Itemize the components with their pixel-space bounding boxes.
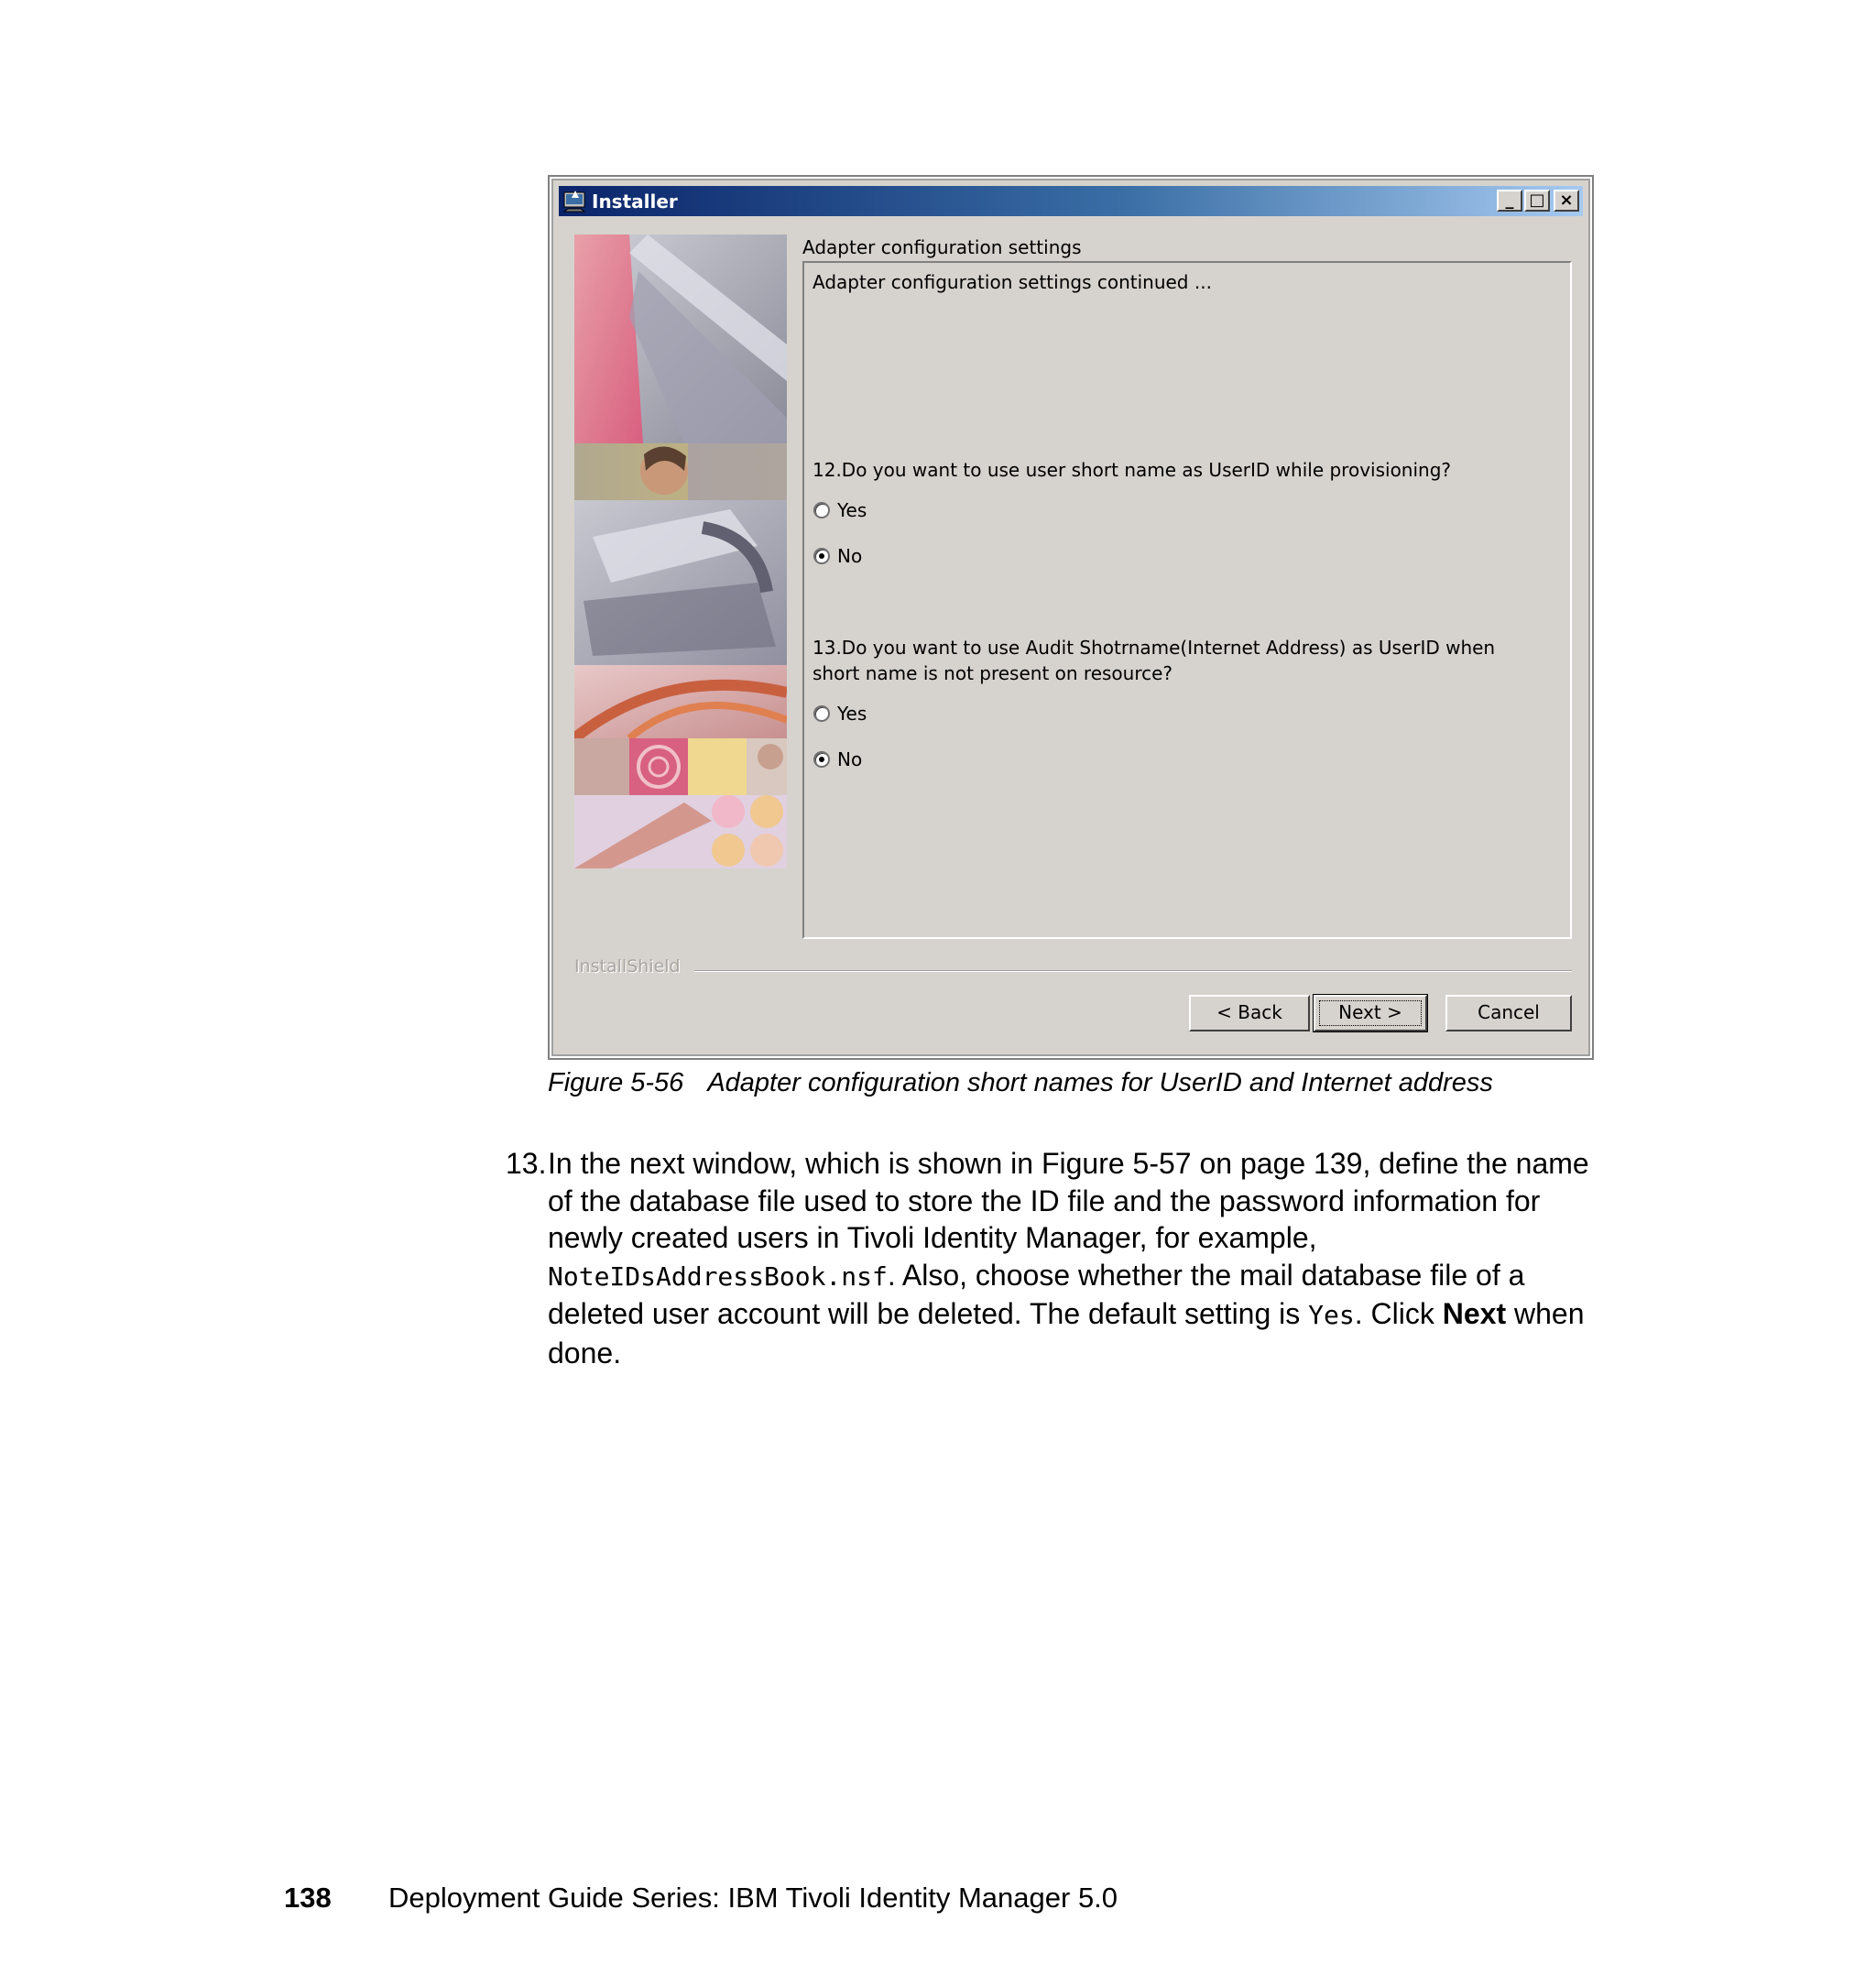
- step-text-part: . Click: [1354, 1297, 1443, 1330]
- question-12-text: 12.Do you want to use user short name as UserID while provisioning?: [813, 459, 1452, 481]
- configuration-panel: [802, 261, 1572, 939]
- title-bar[interactable]: [559, 186, 1583, 216]
- radio-button-selected[interactable]: [813, 751, 830, 768]
- question-13-yes-option[interactable]: [813, 700, 867, 727]
- maximize-button[interactable]: [1524, 190, 1550, 212]
- installer-sidebar-image: [574, 235, 787, 868]
- panel-heading: Adapter configuration settings continued ...: [813, 271, 1212, 293]
- next-button[interactable]: Next >: [1314, 995, 1427, 1031]
- question-12-no-option[interactable]: [813, 542, 862, 570]
- window-title: Installer: [592, 191, 678, 213]
- installer-app-icon: [562, 189, 588, 213]
- question-13-no-option[interactable]: [813, 746, 862, 773]
- question-13-text: 13.Do you want to use Audit Shotrname(Internet Address) as UserID when short name is not present on resource?: [813, 637, 1496, 684]
- radio-label: Yes: [837, 703, 867, 725]
- code-filename: NoteIDsAddressBook.nsf: [548, 1260, 888, 1292]
- page-number: 138: [284, 1882, 332, 1914]
- radio-label: Yes: [837, 499, 867, 521]
- cancel-button[interactable]: Cancel: [1445, 995, 1572, 1031]
- footer-title: Deployment Guide Series: IBM Tivoli Identity Manager 5.0: [388, 1882, 1118, 1914]
- radio-label: No: [837, 748, 863, 770]
- question-12-yes-option[interactable]: [813, 496, 867, 524]
- close-button[interactable]: [1554, 190, 1579, 212]
- maximize-icon: □: [1529, 191, 1545, 210]
- figure-title: Adapter configuration short names for UserID and Internet address: [707, 1068, 1493, 1097]
- minimize-button[interactable]: [1497, 190, 1522, 212]
- back-button[interactable]: < Back: [1189, 995, 1310, 1031]
- step-text: [548, 1145, 1601, 1371]
- step-text-part: . Also, choose whether the mail database file of a deleted user account will be deleted. The default setting is: [548, 1258, 1525, 1330]
- installer-window: [548, 175, 1594, 1060]
- radio-button-selected[interactable]: [813, 548, 830, 564]
- code-default-value: Yes: [1308, 1300, 1355, 1330]
- close-icon: ×: [1559, 191, 1574, 210]
- step-text-part: In the next window, which is shown in Figure 5-57 on page 139, define the name of the database file used to store the ID file and the password information for newly created users in Tivoli Identity Manager, for example,: [548, 1147, 1589, 1254]
- step-number: 13.: [506, 1147, 547, 1180]
- installshield-brand: InstallShield: [574, 956, 681, 977]
- radio-label: No: [837, 545, 863, 567]
- figure-number: Figure 5-56: [548, 1068, 684, 1097]
- radio-button[interactable]: [813, 705, 830, 722]
- step-text-part: when done.: [548, 1297, 1585, 1369]
- section-label: Adapter configuration settings: [802, 236, 1082, 258]
- minimize-icon: _: [1505, 191, 1514, 210]
- figure-caption: [548, 1068, 1493, 1098]
- brand-divider: [694, 970, 1572, 972]
- bold-next: Next: [1442, 1297, 1507, 1330]
- radio-button[interactable]: [813, 502, 830, 518]
